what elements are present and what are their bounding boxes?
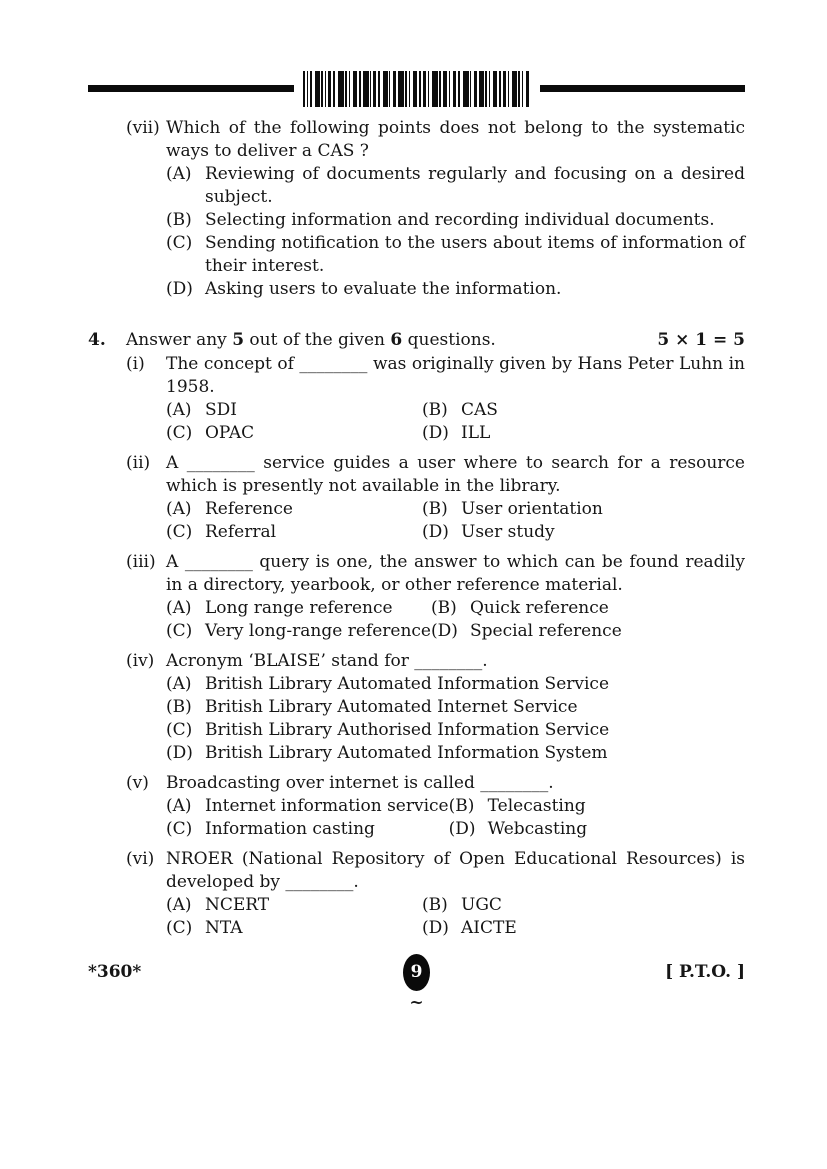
option-row bbox=[166, 917, 422, 940]
option-row bbox=[422, 498, 745, 521]
option-letter: (A) bbox=[166, 895, 192, 915]
option-letter: (D) bbox=[166, 743, 193, 763]
option-row bbox=[166, 232, 745, 278]
subquestion-text: The concept of ________ was originally given by Hans Peter Luhn in 1958. bbox=[166, 354, 745, 397]
option-row bbox=[449, 795, 745, 818]
subquestion-iii bbox=[126, 551, 745, 643]
booklet-code: *360* bbox=[88, 962, 142, 982]
option-letter: (C) bbox=[166, 918, 193, 938]
barcode bbox=[303, 71, 531, 107]
subquestion-label: (iv) bbox=[126, 651, 155, 671]
subquestion-label: (i) bbox=[126, 354, 145, 374]
stem-bold: 6 bbox=[390, 330, 403, 350]
left-rule bbox=[88, 85, 294, 92]
option-text: British Library Automated Information System bbox=[205, 743, 608, 763]
option-text: Selecting information and recording individual documents. bbox=[205, 210, 715, 230]
option-text: Sending notification to the users about items of information of their interest. bbox=[205, 233, 745, 276]
option-letter: (D) bbox=[166, 279, 193, 299]
subquestion-text: A ________ query is one, the answer to which can be found readily in a directory, yearbook, or other reference material. bbox=[166, 552, 745, 595]
pto-label: [ P.T.O. ] bbox=[665, 962, 745, 982]
option-row bbox=[166, 278, 745, 301]
option-text: User study bbox=[461, 522, 555, 542]
option-row bbox=[449, 818, 745, 841]
option-text: British Library Automated Information Service bbox=[205, 674, 610, 694]
option-row bbox=[422, 917, 745, 940]
option-text: Telecasting bbox=[487, 796, 586, 816]
subquestion-text: Broadcasting over internet is called ________. bbox=[166, 773, 554, 793]
option-letter: (A) bbox=[166, 674, 192, 694]
page-number-group bbox=[403, 954, 430, 1013]
option-row bbox=[166, 620, 431, 643]
option-text: Reference bbox=[205, 499, 293, 519]
subquestion-label: (v) bbox=[126, 773, 149, 793]
options bbox=[166, 894, 745, 940]
question-vii-options bbox=[166, 163, 745, 301]
option-letter: (C) bbox=[166, 233, 193, 253]
option-text: Information casting bbox=[205, 819, 375, 839]
option-letter: (C) bbox=[166, 720, 193, 740]
option-text: NCERT bbox=[205, 895, 270, 915]
option-text: ILL bbox=[461, 423, 491, 443]
option-letter: (B) bbox=[448, 796, 475, 816]
question-vii-text: Which of the following points does not belong to the systematic ways to deliver a CAS ? bbox=[166, 118, 745, 161]
subquestion-label: (ii) bbox=[126, 453, 151, 473]
option-letter: (B) bbox=[166, 697, 192, 717]
question-vii-label: (vii) bbox=[126, 118, 160, 138]
option-letter: (A) bbox=[166, 499, 192, 519]
option-text: British Library Authorised Information Service bbox=[205, 720, 610, 740]
option-text: Reviewing of documents regularly and focusing on a desired subject. bbox=[205, 164, 745, 207]
option-letter: (C) bbox=[166, 423, 193, 443]
options bbox=[166, 795, 745, 841]
option-text: User orientation bbox=[461, 499, 603, 519]
option-text: Webcasting bbox=[487, 819, 588, 839]
option-row bbox=[166, 521, 422, 544]
option-letter: (D) bbox=[422, 522, 449, 542]
option-row bbox=[166, 742, 745, 765]
question-4-stem bbox=[126, 329, 657, 352]
header-rule-row bbox=[88, 70, 745, 107]
option-row bbox=[166, 163, 745, 209]
subquestion-label: (vi) bbox=[126, 849, 155, 869]
option-letter: (C) bbox=[166, 621, 193, 641]
options bbox=[166, 399, 745, 445]
option-letter: (B) bbox=[422, 895, 448, 915]
tilde-mark: ~ bbox=[409, 993, 424, 1013]
option-row bbox=[422, 894, 745, 917]
subquestion-iv bbox=[126, 650, 745, 765]
option-letter: (A) bbox=[166, 400, 192, 420]
option-text: SDI bbox=[205, 400, 237, 420]
option-row bbox=[166, 209, 745, 232]
option-letter: (B) bbox=[166, 210, 192, 230]
subquestion-ii bbox=[126, 452, 745, 544]
question-4-header bbox=[88, 329, 745, 352]
option-row bbox=[431, 620, 745, 643]
option-text: CAS bbox=[461, 400, 498, 420]
option-letter: (D) bbox=[422, 423, 449, 443]
options bbox=[166, 673, 745, 765]
option-letter: (B) bbox=[430, 598, 457, 618]
right-rule bbox=[540, 85, 746, 92]
option-row bbox=[166, 498, 422, 521]
subquestion-label: (iii) bbox=[126, 552, 156, 572]
subquestion-i bbox=[126, 353, 745, 445]
option-text: Asking users to evaluate the information. bbox=[205, 279, 562, 299]
stem-bold: 5 bbox=[232, 330, 245, 350]
option-text: British Library Automated Internet Service bbox=[205, 697, 578, 717]
option-row bbox=[166, 795, 449, 818]
option-row bbox=[166, 719, 745, 742]
option-row bbox=[422, 399, 745, 422]
option-row bbox=[166, 894, 422, 917]
option-letter: (C) bbox=[166, 522, 193, 542]
stem-text: questions. bbox=[402, 330, 496, 350]
option-text: Quick reference bbox=[469, 598, 609, 618]
option-row bbox=[166, 696, 745, 719]
option-letter: (D) bbox=[422, 918, 449, 938]
option-text: Special reference bbox=[469, 621, 622, 641]
option-text: Long range reference bbox=[205, 598, 393, 618]
page-number: 9 bbox=[410, 962, 423, 982]
option-letter: (D) bbox=[448, 819, 476, 839]
option-row bbox=[431, 597, 745, 620]
option-text: UGC bbox=[461, 895, 502, 915]
option-row bbox=[166, 818, 449, 841]
option-text: OPAC bbox=[205, 423, 255, 443]
subquestion-v bbox=[126, 772, 745, 841]
subquestion-text: Acronym ‘BLAISE’ stand for ________. bbox=[166, 651, 488, 671]
option-letter: (A) bbox=[166, 164, 192, 184]
option-row bbox=[166, 399, 422, 422]
option-text: Referral bbox=[205, 522, 277, 542]
stem-text: out of the given bbox=[244, 330, 391, 350]
subquestion-text: A ________ service guides a user where to search for a resource which is presently not available in the library. bbox=[166, 453, 745, 496]
option-text: Internet information service bbox=[205, 796, 449, 816]
option-row bbox=[166, 673, 745, 696]
option-text: NTA bbox=[205, 918, 243, 938]
option-letter: (A) bbox=[166, 796, 192, 816]
page-footer bbox=[0, 954, 827, 1013]
option-letter: (B) bbox=[422, 400, 448, 420]
options bbox=[166, 597, 745, 643]
subquestion-text: NROER (National Repository of Open Educational Resources) is developed by ________. bbox=[166, 849, 745, 892]
option-letter: (B) bbox=[422, 499, 448, 519]
option-text: Very long-range reference bbox=[205, 621, 431, 641]
option-row bbox=[166, 597, 431, 620]
marks-label: 5 × 1 = 5 bbox=[657, 330, 745, 350]
page-number-badge bbox=[403, 954, 430, 991]
subquestion-vi bbox=[126, 848, 745, 940]
option-letter: (A) bbox=[166, 598, 192, 618]
option-letter: (C) bbox=[166, 819, 193, 839]
option-row bbox=[422, 521, 745, 544]
option-row bbox=[422, 422, 745, 445]
option-text: AICTE bbox=[461, 918, 517, 938]
options bbox=[166, 498, 745, 544]
question-number: 4. bbox=[88, 330, 106, 350]
option-letter: (D) bbox=[430, 621, 458, 641]
stem-text: Answer any bbox=[126, 330, 233, 350]
question-vii bbox=[126, 117, 745, 301]
option-row bbox=[166, 422, 422, 445]
